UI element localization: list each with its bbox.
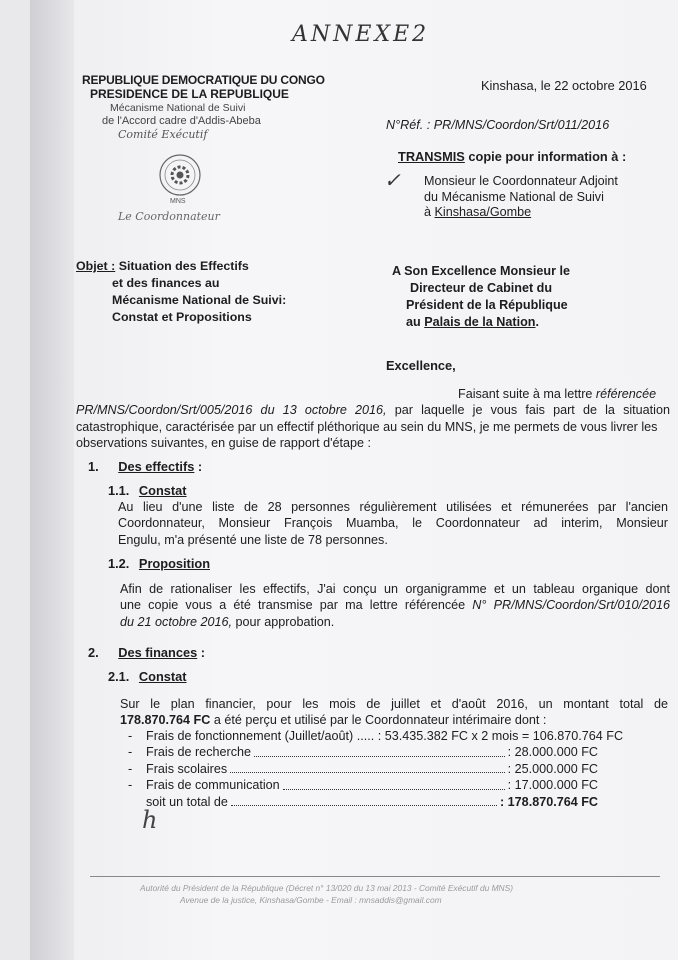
sub21-title: Constat <box>138 669 187 684</box>
bullet-dash-icon: - <box>128 729 133 743</box>
sub11-title: Constat <box>138 483 187 498</box>
sub11-line2: Coordonnateur, Monsieur François Muamba, le Coordonnateur ad interim, Monsieur <box>118 516 668 531</box>
intro-line2 <box>76 402 670 418</box>
intro-italic1: référencée <box>595 387 657 401</box>
transmis-line <box>398 149 626 164</box>
salutation: Excellence, <box>386 358 456 373</box>
sub21-paragraph <box>120 696 668 729</box>
total-value: : 178.870.764 FC <box>499 794 598 809</box>
section1-colon: : <box>194 459 203 474</box>
sub21-line1: Sur le plan financier, pour les mois de juillet et d'août 2016, un montant total de <box>120 697 668 711</box>
expense-value: : 25.000.000 FC <box>507 761 598 776</box>
sub12-line1: Afin de rationaliser les effectifs, J'ai conçu un organigramme et un tableau organique dont <box>120 582 670 596</box>
addressee-prefix: au <box>406 315 425 329</box>
intro-text1: Faisant suite à ma lettre <box>458 387 596 401</box>
section2-number: 2. <box>88 645 99 660</box>
handwritten-annotation: ANNEXE2 <box>292 22 430 47</box>
mechanism-name: Mécanisme National de Suivi <box>110 102 246 114</box>
footer-line2: Avenue de la justice, Kinshasa/Gombe - Email : mnsaddis@gmail.com <box>180 895 442 905</box>
expense-label: Frais scolaires <box>146 761 228 776</box>
copy-recipient-prefix: à <box>424 205 435 219</box>
sub21-heading <box>108 669 187 684</box>
expense-label: Frais de fonctionnement (Juillet/août) ..... : 53.435.382 FC x 2 mois = 106.870.764 FC <box>146 729 624 743</box>
footer-line1: Autorité du Président de la République (Décret n° 13/020 du 13 mai 2013 - Comité Exécutif du MNS) <box>140 883 513 893</box>
expense-item <box>128 728 623 744</box>
sub21-line2 <box>120 712 668 728</box>
bullet-dash-icon: - <box>128 745 133 760</box>
expense-value: : 17.000.000 FC <box>507 778 598 793</box>
section1-heading <box>88 459 202 474</box>
addressee-line4 <box>392 314 570 331</box>
sub12-number: 1.2. <box>108 556 130 571</box>
subject-text1: Situation des Effectifs <box>118 259 249 273</box>
sub21-text2: a été perçu et utilisé par le Coordonnateur intérimaire dont : <box>210 713 547 728</box>
subject-line4: Constat et Propositions <box>112 310 252 324</box>
sub12-text2a: une copie vous a été transmise par ma lettre référencée <box>120 598 473 613</box>
copy-recipient-line2: du Mécanisme National de Suivi <box>424 189 604 204</box>
transmis-word: TRANSMIS <box>398 149 465 164</box>
dot-leader <box>231 794 497 806</box>
sub11-paragraph <box>118 499 668 548</box>
sub12-heading <box>108 556 210 571</box>
intro-line4: observations suivantes, en guise de rapport d'étape : <box>76 436 372 451</box>
document-page <box>30 0 678 960</box>
committee-name: Comité Exécutif <box>118 128 208 141</box>
expense-value: : 28.000.000 FC <box>507 745 598 760</box>
intro-paragraph <box>76 386 670 452</box>
sub12-line3 <box>120 614 670 630</box>
reference-text: N°Réf. : PR/MNS/Coordon/Srt/011/2016 <box>386 118 610 132</box>
dot-leader <box>230 761 504 773</box>
logo-label: MNS <box>170 198 186 205</box>
addressee-line1: A Son Excellence Monsieur le <box>392 264 571 278</box>
dot-leader <box>254 744 505 756</box>
copy-recipient-line1: Monsieur le Coordonnateur Adjoint <box>424 174 618 188</box>
intro-line1 <box>76 386 670 402</box>
expense-item <box>128 744 598 760</box>
addressee-suffix: . <box>535 315 539 329</box>
signatory-title: Le Coordonnateur <box>118 210 220 223</box>
footer <box>140 882 660 906</box>
sub12-text2b: N° PR/MNS/Coordon/Srt/010/2016 <box>472 598 670 613</box>
sub11-line1: Au lieu d'une liste de 28 personnes régulièrement utilisées et rémunerées par l'ancien <box>118 500 668 514</box>
sub11-line3: Engulu, m'a présenté une liste de 78 personnes. <box>118 532 388 547</box>
bullet-dash-icon: - <box>128 761 133 776</box>
section2-colon: : <box>197 645 206 660</box>
page-binding-shadow <box>30 0 74 960</box>
transmis-rest: copie pour information à : <box>464 149 627 164</box>
expense-label: Frais de communication <box>146 778 280 793</box>
checkmark: ✓ <box>384 168 401 192</box>
sub12-text3b: pour approbation. <box>232 614 335 629</box>
intro-italic2: PR/MNS/Coordon/Srt/005/2016 du 13 octobre 2016, <box>76 403 387 418</box>
section2-heading <box>88 645 205 660</box>
addressee-place: Palais de la Nation <box>424 315 536 329</box>
sub21-number: 2.1. <box>108 669 130 684</box>
copy-recipient-place: Kinshasa/Gombe <box>434 205 532 219</box>
subject-line2: et des finances au <box>112 276 220 290</box>
addressee-line2: Directeur de Cabinet du <box>410 281 553 295</box>
sub21-amount: 178.870.764 FC <box>120 713 211 728</box>
intro-text2: par laquelle je vous fais part de la situation <box>386 403 670 418</box>
addressee-line3: Président de la République <box>406 298 568 312</box>
place-date: Kinshasa, le 22 octobre 2016 <box>481 78 647 93</box>
addressee-block <box>392 263 570 331</box>
section1-number: 1. <box>88 459 99 474</box>
subject-line3: Mécanisme National de Suivi: <box>112 293 287 307</box>
accord-name: de l'Accord cadre d'Addis-Abeba <box>102 115 261 127</box>
footer-rule <box>90 876 660 877</box>
sub12-text3a: du 21 octobre 2016, <box>120 614 233 629</box>
section1-title: Des effectifs <box>118 459 195 474</box>
expense-label: Frais de recherche <box>146 745 251 760</box>
mns-logo <box>158 153 202 197</box>
handwritten-mark: h <box>142 806 158 834</box>
expense-list <box>128 728 623 810</box>
sub11-number: 1.1. <box>108 483 130 498</box>
presidency-name: PRESIDENCE DE LA REPUBLIQUE <box>90 87 289 101</box>
subject-block <box>76 258 286 326</box>
expense-item <box>128 777 598 793</box>
subject-line1 <box>76 258 286 275</box>
bullet-dash-icon: - <box>128 778 133 793</box>
section2-title: Des finances <box>118 645 198 660</box>
dot-leader <box>283 777 505 789</box>
intro-line3: catastrophique, caractérisée par un effectif pléthorique au sein du MNS, je me permets de vous livrer les <box>76 419 658 434</box>
copy-recipient <box>424 174 618 221</box>
total-label: soit un total de <box>146 794 228 809</box>
expense-item <box>128 761 598 777</box>
sub12-title: Proposition <box>138 556 211 571</box>
subject-label: Objet : <box>76 259 116 273</box>
reference-number <box>386 118 609 132</box>
sub12-paragraph <box>120 581 670 630</box>
sub11-heading <box>108 483 187 498</box>
country-name: REPUBLIQUE DEMOCRATIQUE DU CONGO <box>82 73 325 87</box>
copy-recipient-line3 <box>424 205 618 221</box>
sub12-line2 <box>120 597 670 613</box>
expense-total <box>128 794 598 810</box>
